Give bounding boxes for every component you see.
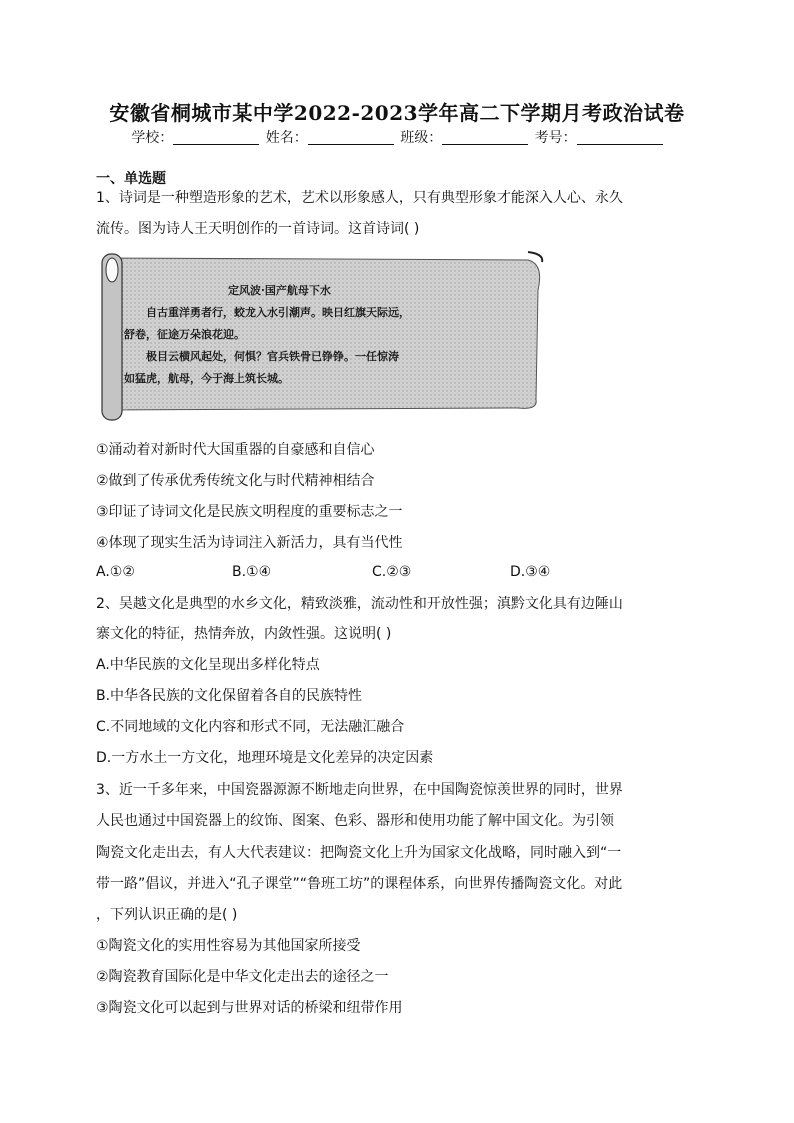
q2-option-b[interactable]: B.中华各民族的文化保留着各自的民族特性 [96, 688, 363, 704]
q3-stem-line-4: 带一路”倡议，并进入“孔子课堂”“鲁班工坊”的课程体系，向世界传播陶瓷文化。对此 [96, 876, 623, 892]
section-heading: 一、单选题 [96, 171, 166, 187]
q2-option-d[interactable]: D.一方水土一方文化，地理环境是文化差异的决定因素 [96, 750, 434, 766]
q2-stem-line-2: 寨文化的特征，热情奔放，内敛性强。这说明( ) [96, 626, 392, 642]
poem-scroll-image [98, 250, 544, 425]
q1-item-3: ③印证了诗词文化是民族文明程度的重要标志之一 [96, 504, 403, 520]
q1-option-b[interactable]: B.①④ [232, 564, 272, 580]
q3-item-2: ②陶瓷教育国际化是中华文化走出去的途径之一 [96, 969, 389, 985]
q3-stem-line-3: 陶瓷文化走出去，有人大代表建议：把陶瓷文化上升为国家文化战略，同时融入到“一 [96, 845, 622, 861]
poem-line-4: 如猛虎，航母，今于海上筑长城。 [124, 372, 289, 385]
poem-title: 定风波·国产航母下水 [228, 284, 331, 297]
student-info-row [0, 127, 794, 147]
number-blank[interactable] [577, 130, 663, 145]
q2-stem-line-1: 2、吴越文化是典型的水乡文化，精致淡雅，流动性和开放性强；滇黔文化具有边陲山 [96, 596, 623, 612]
school-blank[interactable] [173, 130, 259, 145]
poem-line-2: 舒卷，征途万朵浪花迎。 [124, 328, 245, 341]
class-blank[interactable] [442, 130, 528, 145]
q1-option-a[interactable]: A.①② [96, 564, 135, 580]
q3-stem-line-2: 人民也通过中国瓷器上的纹饰、图案、色彩、器形和使用功能了解中国文化。为引领 [96, 813, 614, 829]
name-label: 姓名： [265, 130, 308, 146]
class-label: 班级： [400, 130, 443, 146]
q1-option-c[interactable]: C.②③ [372, 564, 412, 580]
poem-line-3: 极目云横风起处，何惧？官兵铁骨已铮铮。一任惊涛 [146, 350, 399, 363]
q2-option-c[interactable]: C.不同地域的文化内容和形式不同，无法融汇融合 [96, 719, 405, 735]
name-blank[interactable] [308, 130, 394, 145]
q1-item-2: ②做到了传承优秀传统文化与时代精神相结合 [96, 473, 375, 489]
poem-line-1: 自古重洋勇者行，蛟龙入水引潮声。映日红旗天际远， [146, 306, 410, 319]
q3-item-3: ③陶瓷文化可以起到与世界对话的桥梁和纽带作用 [96, 1000, 403, 1016]
q1-stem-line-2: 流传。图为诗人王天明创作的一首诗词。这首诗词( ) [96, 221, 420, 237]
q2-option-a[interactable]: A.中华民族的文化呈现出多样化特点 [96, 657, 320, 673]
school-label: 学校： [131, 130, 174, 146]
q3-item-1: ①陶瓷文化的实用性容易为其他国家所接受 [96, 938, 361, 954]
q1-item-4: ④体现了现实生活为诗词注入新活力，具有当代性 [96, 535, 403, 551]
q3-stem-line-5: ，下列认识正确的是( ) [96, 907, 238, 923]
number-label: 考号： [534, 130, 577, 146]
q1-stem-line-1: 1、诗词是一种塑造形象的艺术，艺术以形象感人，只有典型形象才能深入人心、永久 [96, 190, 623, 206]
q3-stem-line-1: 3、近一千多年来，中国瓷器源源不断地走向世界，在中国陶瓷惊羡世界的同时，世界 [96, 782, 623, 798]
q1-options [96, 564, 696, 584]
exam-title: 安徽省桐城市某中学2022-2023学年高二下学期月考政治试卷 [109, 101, 685, 125]
q1-option-d[interactable]: D.③④ [510, 564, 551, 580]
q1-item-1: ①涌动着对新时代大国重器的自豪感和自信心 [96, 442, 375, 458]
